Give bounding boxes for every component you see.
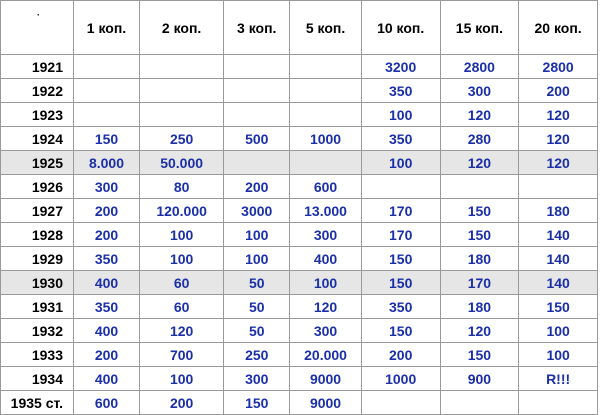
price-cell: 100 (139, 247, 223, 271)
price-cell: 1000 (361, 367, 440, 391)
table-row (1, 343, 598, 367)
table-row (1, 175, 598, 199)
year-cell: 1923 (1, 103, 74, 127)
year-cell: 1921 (1, 55, 74, 79)
price-cell: 200 (139, 391, 223, 415)
price-cell (224, 151, 290, 175)
column-header: 1 коп. (74, 1, 140, 55)
price-cell: 150 (361, 247, 440, 271)
year-cell: 1934 (1, 367, 74, 391)
year-cell: 1931 (1, 295, 74, 319)
price-cell: 100 (224, 247, 290, 271)
price-cell: 170 (361, 223, 440, 247)
column-header: 2 коп. (139, 1, 223, 55)
column-header: 20 коп. (519, 1, 598, 55)
price-cell: 200 (519, 79, 598, 103)
price-cell: 200 (74, 223, 140, 247)
price-cell: 200 (224, 175, 290, 199)
price-cell: 200 (74, 199, 140, 223)
table-row (1, 127, 598, 151)
price-cell: 200 (74, 343, 140, 367)
table-row (1, 79, 598, 103)
price-cell: 100 (139, 223, 223, 247)
price-cell: 140 (519, 271, 598, 295)
price-cell: 400 (74, 271, 140, 295)
price-cell: 250 (224, 343, 290, 367)
year-cell: 1932 (1, 319, 74, 343)
price-cell (139, 55, 223, 79)
price-cell: 50 (224, 319, 290, 343)
price-cell: 120 (519, 103, 598, 127)
price-cell (290, 55, 362, 79)
price-cell: 600 (74, 391, 140, 415)
price-cell (74, 79, 140, 103)
price-cell: 300 (440, 79, 519, 103)
price-cell: 100 (361, 103, 440, 127)
price-cell: 2800 (519, 55, 598, 79)
table-row (1, 367, 598, 391)
year-cell: 1933 (1, 343, 74, 367)
header-row (1, 1, 598, 55)
price-cell: 1000 (290, 127, 362, 151)
price-cell: 100 (519, 319, 598, 343)
table-row (1, 319, 598, 343)
year-cell: 1927 (1, 199, 74, 223)
price-cell: 150 (224, 391, 290, 415)
price-cell (139, 79, 223, 103)
price-cell (224, 55, 290, 79)
price-cell: 120 (519, 151, 598, 175)
year-cell: 1926 (1, 175, 74, 199)
price-cell (290, 151, 362, 175)
price-cell: 50 (224, 271, 290, 295)
price-cell: 50.000 (139, 151, 223, 175)
column-header: 5 коп. (290, 1, 362, 55)
price-cell: 300 (74, 175, 140, 199)
price-cell: 9000 (290, 391, 362, 415)
price-cell (74, 55, 140, 79)
price-cell: 180 (440, 295, 519, 319)
table-row (1, 247, 598, 271)
price-cell: R!!! (519, 367, 598, 391)
year-cell: 1930 (1, 271, 74, 295)
price-cell: 180 (519, 199, 598, 223)
price-cell: 3200 (361, 55, 440, 79)
year-cell: 1925 (1, 151, 74, 175)
price-cell: 350 (361, 127, 440, 151)
price-cell: 350 (361, 79, 440, 103)
price-cell: 60 (139, 295, 223, 319)
price-cell: 180 (440, 247, 519, 271)
price-cell: 120.000 (139, 199, 223, 223)
price-cell: 2800 (440, 55, 519, 79)
year-cell: 1924 (1, 127, 74, 151)
table-row (1, 391, 598, 415)
price-cell: 500 (224, 127, 290, 151)
price-cell: 120 (440, 151, 519, 175)
price-cell: 50 (224, 295, 290, 319)
price-cell (139, 103, 223, 127)
price-cell: 100 (361, 151, 440, 175)
price-cell: 60 (139, 271, 223, 295)
price-cell: 150 (440, 343, 519, 367)
price-cell: 140 (519, 247, 598, 271)
price-cell: 120 (290, 295, 362, 319)
price-cell: 700 (139, 343, 223, 367)
price-cell (519, 391, 598, 415)
price-cell: 140 (519, 223, 598, 247)
price-cell: 150 (74, 127, 140, 151)
price-cell: 100 (290, 271, 362, 295)
price-cell: 8.000 (74, 151, 140, 175)
price-cell: 170 (361, 199, 440, 223)
price-cell: 150 (519, 295, 598, 319)
year-cell: 1922 (1, 79, 74, 103)
price-cell: 150 (440, 199, 519, 223)
price-cell: 20.000 (290, 343, 362, 367)
table-row (1, 223, 598, 247)
price-cell (290, 103, 362, 127)
price-cell: 120 (519, 127, 598, 151)
price-cell: 100 (519, 343, 598, 367)
price-cell: 350 (74, 295, 140, 319)
column-header: 3 коп. (224, 1, 290, 55)
price-cell: 400 (290, 247, 362, 271)
price-cell: 120 (440, 103, 519, 127)
price-cell: 350 (361, 295, 440, 319)
price-cell: 9000 (290, 367, 362, 391)
price-cell: 280 (440, 127, 519, 151)
corner-cell: · (1, 1, 74, 55)
price-cell: 13.000 (290, 199, 362, 223)
table-row (1, 151, 598, 175)
price-cell (440, 175, 519, 199)
table-row (1, 295, 598, 319)
price-cell: 900 (440, 367, 519, 391)
column-header: 10 коп. (361, 1, 440, 55)
price-cell: 300 (290, 223, 362, 247)
price-cell: 170 (440, 271, 519, 295)
table-row (1, 103, 598, 127)
price-cell: 350 (74, 247, 140, 271)
price-cell (74, 103, 140, 127)
price-cell: 120 (440, 319, 519, 343)
price-cell: 600 (290, 175, 362, 199)
price-cell: 150 (440, 223, 519, 247)
price-cell: 200 (361, 343, 440, 367)
price-cell: 400 (74, 367, 140, 391)
year-cell: 1935 ст. (1, 391, 74, 415)
price-cell (361, 391, 440, 415)
price-cell (361, 175, 440, 199)
price-cell: 120 (139, 319, 223, 343)
table-row (1, 55, 598, 79)
price-cell: 250 (139, 127, 223, 151)
price-cell: 150 (361, 271, 440, 295)
price-cell: 400 (74, 319, 140, 343)
table-body (1, 55, 598, 415)
table-row (1, 199, 598, 223)
table-row (1, 271, 598, 295)
price-cell (290, 79, 362, 103)
price-cell (224, 79, 290, 103)
price-cell (440, 391, 519, 415)
price-cell: 100 (139, 367, 223, 391)
price-cell (224, 103, 290, 127)
column-header: 15 коп. (440, 1, 519, 55)
price-cell: 3000 (224, 199, 290, 223)
year-cell: 1928 (1, 223, 74, 247)
price-cell: 300 (224, 367, 290, 391)
price-cell: 100 (224, 223, 290, 247)
price-cell: 80 (139, 175, 223, 199)
price-cell (519, 175, 598, 199)
price-cell: 300 (290, 319, 362, 343)
year-cell: 1929 (1, 247, 74, 271)
price-cell: 150 (361, 319, 440, 343)
